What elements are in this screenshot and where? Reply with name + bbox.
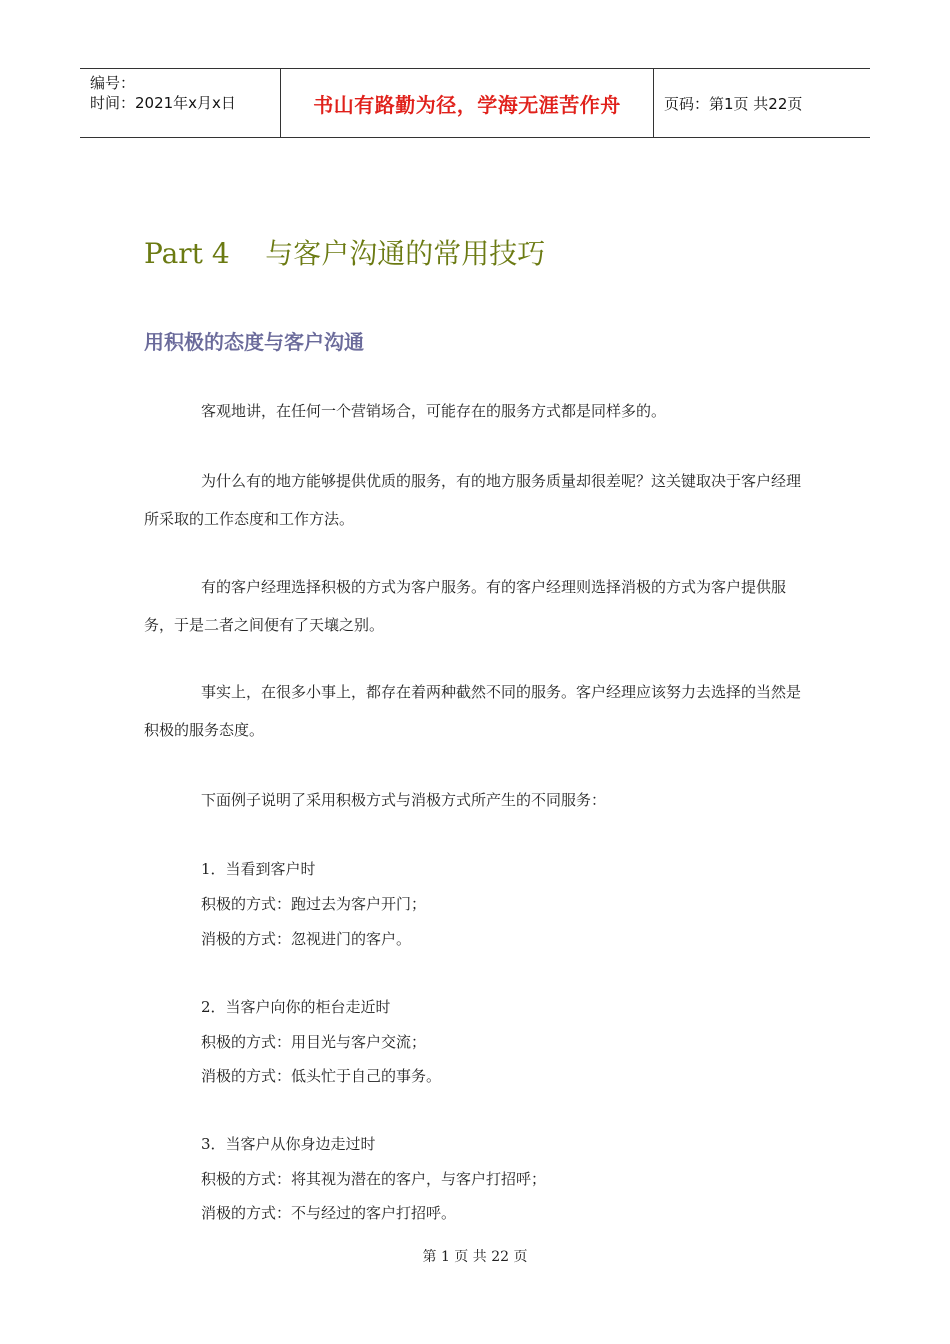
header-motto: 书山有路勤为径，学海无涯苦作舟 <box>281 69 654 137</box>
example-title: 1．当看到客户时 <box>201 860 316 878</box>
example-title: 3．当客户从你身边走过时 <box>201 1135 376 1153</box>
header-meta-cell <box>80 69 281 137</box>
paragraph: 有的客户经理选择积极的方式为客户服务。有的客户经理则选择消极的方式为客户提供服务，于是二者之间便有了天壤之别。 <box>144 578 787 634</box>
example-negative: 消极的方式：忽视进门的客户。 <box>201 930 412 948</box>
header-number-label: 编号： <box>90 74 136 92</box>
section-title: 用积极的态度与客户沟通 <box>144 330 364 354</box>
paragraph: 事实上，在很多小事上，都存在着两种截然不同的服务。客户经理应该努力去选择的当然是积极的服务态度。 <box>144 683 802 739</box>
document-header <box>80 68 870 138</box>
paragraph: 下面例子说明了采用积极方式与消极方式所产生的不同服务： <box>201 791 607 809</box>
example-title: 2．当客户向你的柜台走近时 <box>201 998 391 1016</box>
example-positive: 积极的方式：将其视为潜在的客户，与客户打招呼； <box>201 1170 547 1188</box>
example-negative: 消极的方式：低头忙于自己的事务。 <box>201 1067 442 1085</box>
paragraph: 为什么有的地方能够提供优质的服务，有的地方服务质量却很差呢？这关键取决于客户经理所采取的工作态度和工作方法。 <box>144 472 802 528</box>
header-page-info: 页码：第1页 共22页 <box>664 94 803 113</box>
header-time-label: 时间：2021年x月x日 <box>90 94 236 112</box>
page-footer: 第 1 页 共 22 页 <box>422 1249 528 1265</box>
paragraph: 客观地讲，在任何一个营销场合，可能存在的服务方式都是同样多的。 <box>201 402 667 420</box>
part-title: Part 4 与客户沟通的常用技巧 <box>144 237 546 270</box>
example-positive: 积极的方式：跑过去为客户开门； <box>201 895 427 913</box>
example-positive: 积极的方式：用目光与客户交流； <box>201 1033 427 1051</box>
example-negative: 消极的方式：不与经过的客户打招呼。 <box>201 1204 457 1222</box>
